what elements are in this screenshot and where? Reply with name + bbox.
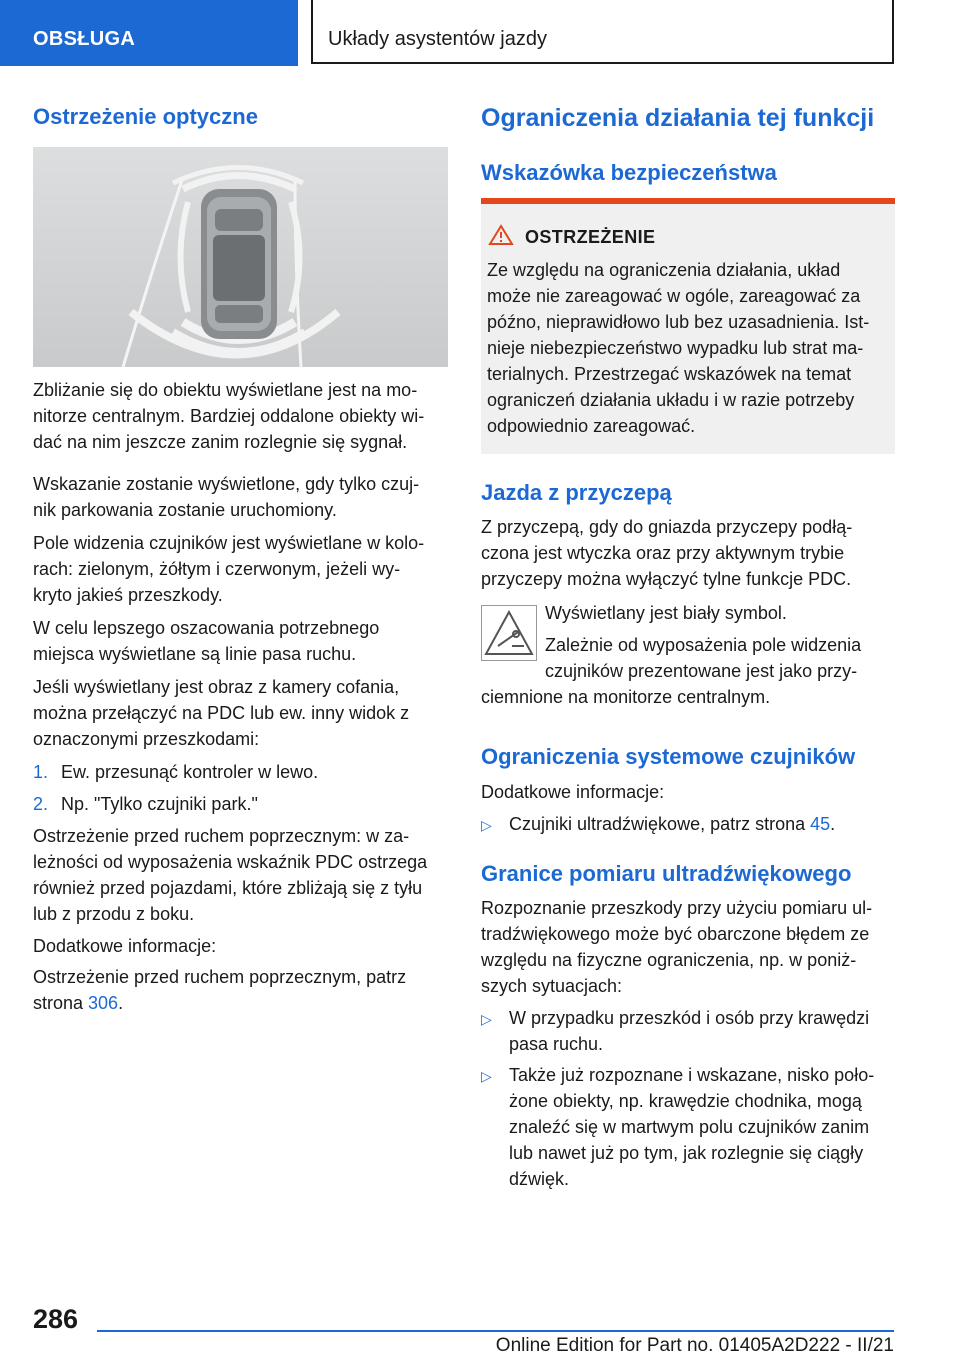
symbol-caption-1: Wyświetlany jest biały symbol. — [545, 603, 787, 623]
warning-bar — [481, 198, 895, 204]
section-tab — [0, 0, 298, 66]
trailer-text: Z przyczepą, gdy do gniazda przyczepy podłą- czona jest wtyczka oraz przy aktywnym trybie przyczepy można wyłączyć tylne funkcje PDC. — [481, 517, 853, 589]
ultrasound-subheading: Granice pomiaru ultradźwiękowego — [481, 861, 852, 886]
right-heading: Ograniczenia działania tej funkcji — [481, 104, 875, 132]
section-label: OBSŁUGA — [33, 28, 136, 50]
ultrasound-text: Rozpoznanie przeszkody przy użyciu pomiaru ul- tradźwiękowego może być obarczone błędem ze względu na fizyczne ograniczenia, np. w poniż- szych sytuacjach: — [481, 898, 873, 996]
page-link-306[interactable]: 306 — [88, 993, 119, 1013]
bullet-marker-icon: ▷ — [481, 1011, 492, 1027]
chapter-label: Układy asystentów jazdy — [328, 28, 547, 50]
page-number: 286 — [33, 1304, 79, 1334]
list-item: ▷ W przypadku przeszkód i osób przy krawędzi pasa ruchu. — [481, 1008, 870, 1054]
page-link-45[interactable]: 45 — [810, 814, 831, 834]
list-item: ▷ Także już rozpoznane i wskazane, nisko poło- żone obiekty, np. krawędzie chodnika, mogą znaleźć się w martwym polu czujników zanim lub nawet już po tym, jak rozlegnie się ciągły dźwięk. — [481, 1065, 875, 1189]
para-1: Zbliżanie się do obiektu wyświetlane jest na mo- nitorze centralnym. Bardziej oddalone obiekty wi- dać na nim jeszcze zanim rozlegnie się sygnał. — [33, 380, 425, 452]
sensor-limits-subheading: Ograniczenia systemowe czujników — [481, 744, 856, 769]
safety-subheading: Wskazówka bezpieczeństwa — [481, 160, 777, 185]
para-3: Pole widzenia czujników jest wyświetlane w kolo- rach: zielonym, żółtym i czerwonym, jeżeli wy- kryto jakieś przeszkody. — [33, 533, 425, 605]
left-heading: Ostrzeżenie optyczne — [33, 104, 258, 129]
trailer-subheading: Jazda z przyczepą — [481, 480, 672, 505]
pdc-top-view-image — [33, 147, 448, 367]
symbol-caption-2c: ciemnione na monitorze centralnym. — [481, 687, 771, 707]
warning-title: OSTRZEŻENIE — [525, 227, 656, 247]
para-2: Wskazanie zostanie wyświetlone, gdy tylko czuj- nik parkowania zostanie uruchomiony. — [33, 474, 420, 520]
bullet-marker-icon: ▷ — [481, 1068, 492, 1084]
edition-note: Online Edition for Part no. 01405A2D222 - II/21 — [495, 1335, 894, 1356]
para-8: Ostrzeżenie przed ruchem poprzecznym, patrz strona 306. — [33, 967, 407, 1013]
bullet-marker-icon: ▷ — [481, 817, 492, 833]
warning-icon — [488, 224, 514, 251]
para-4: W celu lepszego oszacowania potrzebnego miejsca wyświetlane są linie pasa ruchu. — [33, 618, 380, 664]
trailer-symbol-icon — [481, 605, 537, 661]
footer-rule — [97, 1330, 894, 1332]
step-1: 1. Ew. przesunąć kontroler w lewo. — [33, 762, 319, 782]
symbol-caption-2b: czujników prezentowane jest jako przy- — [545, 661, 858, 681]
warning-text: Ze względu na ograniczenia działania, układ może nie zareagować w ogóle, zareagować za późno, nieprawidłowo lub bez uzasadnienia. Ist- nieje niebezpieczeństwo wypadku lub strat ma- terialnych. Przestrzegać wskazówek na temat ograniczeń działania układu i w razie potrzeby odpowiednio zareagować. — [487, 260, 870, 436]
para-5: Jeśli wyświetlany jest obraz z kamery cofania, można przełączyć na PDC lub ew. inny widok z oznaczonymi przeszkodami: — [33, 677, 410, 749]
step-2: 2. Np. "Tylko czujniki park." — [33, 794, 258, 814]
para-6: Ostrzeżenie przed ruchem poprzecznym: w za- leżności od wyposażenia wskaźnik PDC ostrzega również przed pojazdami, które zbliżają się z tyłu lub z przodu z boku. — [33, 826, 428, 924]
chapter-tab — [311, 0, 894, 64]
info-label: Dodatkowe informacje: — [481, 782, 665, 802]
para-7: Dodatkowe informacje: — [33, 936, 217, 956]
symbol-caption-2a: Zależnie od wyposażenia pole widzenia — [545, 635, 862, 655]
sensor-bullet: ▷ Czujniki ultradźwiękowe, patrz strona 45. — [481, 814, 836, 834]
